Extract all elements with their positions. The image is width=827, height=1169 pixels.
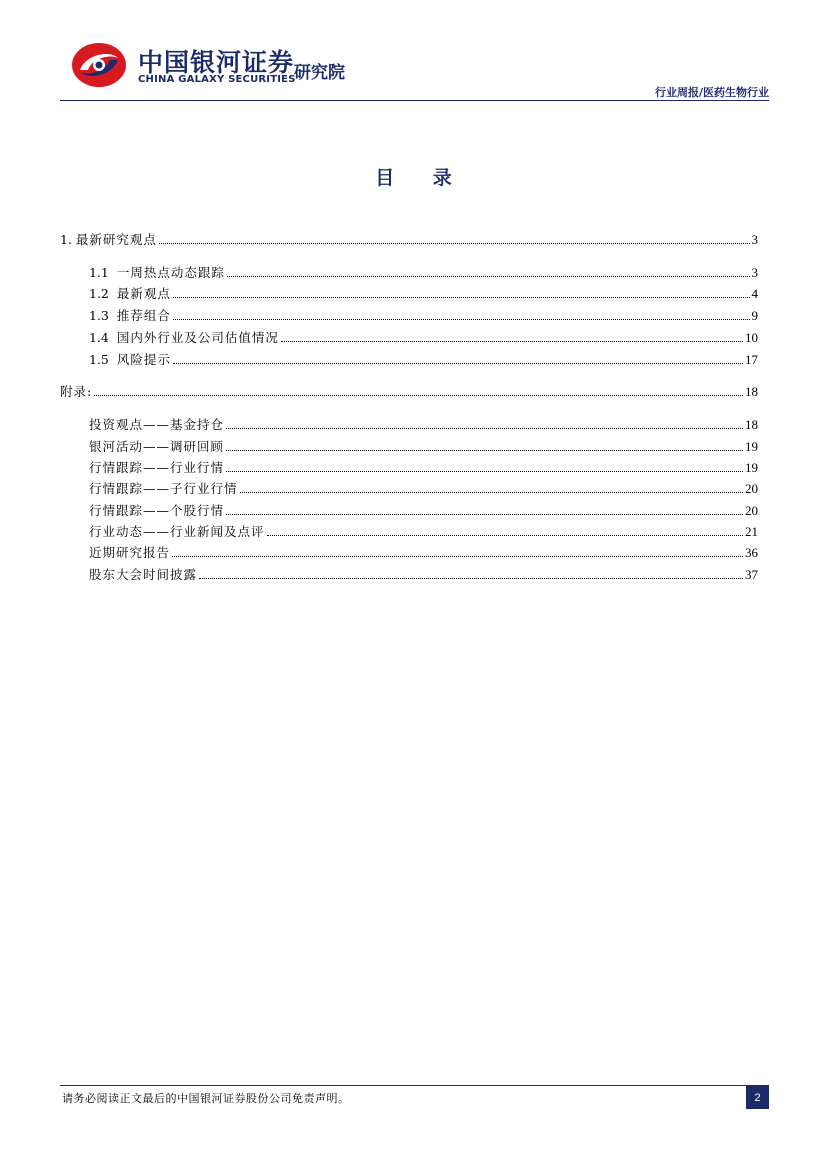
toc-leader-dots bbox=[267, 534, 743, 536]
header-divider bbox=[60, 100, 769, 101]
toc-entry[interactable] bbox=[89, 286, 758, 302]
toc-entry[interactable] bbox=[89, 567, 758, 583]
toc-entry-label: 附录: bbox=[60, 384, 93, 399]
toc-entry[interactable] bbox=[89, 460, 758, 476]
toc-entry-page: 17 bbox=[745, 352, 758, 367]
toc-leader-dots bbox=[226, 470, 743, 472]
toc-entry-page: 20 bbox=[745, 503, 758, 518]
toc-entry-label: 行情跟踪——个股行情 bbox=[89, 503, 225, 518]
toc-entry-number: 1.5 bbox=[89, 352, 109, 367]
toc-leader-dots bbox=[199, 577, 743, 579]
toc-entry-page: 37 bbox=[745, 567, 758, 582]
toc-entry-label: 行情跟踪——行业行情 bbox=[89, 460, 225, 475]
toc-entry-label: 银河活动——调研回顾 bbox=[89, 439, 225, 454]
toc-entry-page: 36 bbox=[745, 545, 758, 560]
toc-leader-dots bbox=[226, 449, 743, 451]
toc-entry-page: 18 bbox=[745, 384, 758, 399]
toc-leader-dots bbox=[226, 427, 743, 429]
toc-entry[interactable] bbox=[89, 417, 758, 433]
toc-leader-dots bbox=[226, 513, 743, 515]
brand-name-en: CHINA GALAXY SECURITIES bbox=[138, 74, 296, 85]
toc-entry[interactable] bbox=[89, 308, 758, 324]
toc-entry-page: 3 bbox=[751, 265, 758, 280]
toc-entry-number: 1. bbox=[60, 232, 72, 247]
toc-entry-label: 行业动态——行业新闻及点评 bbox=[89, 524, 265, 539]
toc-entry-number: 1.1 bbox=[89, 265, 109, 280]
toc-entry-number: 1.4 bbox=[89, 330, 109, 345]
toc-entry-label: 行情跟踪——子行业行情 bbox=[89, 481, 238, 496]
toc-entry-page: 20 bbox=[745, 481, 758, 496]
toc-entry[interactable] bbox=[89, 352, 758, 368]
toc-entry-label: 投资观点——基金持仓 bbox=[89, 417, 225, 432]
toc-entry-label: 一周热点动态跟踪 bbox=[116, 265, 225, 280]
toc-entry-page: 4 bbox=[751, 286, 758, 301]
toc-entry-number: 1.3 bbox=[89, 308, 109, 323]
toc-leader-dots bbox=[159, 242, 750, 244]
report-type-label: 行业周报/医药生物行业 bbox=[654, 86, 769, 99]
brand-name-cn: 中国银河证券 bbox=[138, 48, 295, 77]
toc-entry-label: 最新研究观点 bbox=[75, 232, 157, 247]
toc-entry[interactable] bbox=[60, 384, 758, 400]
footer-disclaimer: 请务必阅读正文最后的中国银河证券股份公司免责声明。 bbox=[62, 1092, 350, 1105]
toc-entry-label: 最新观点 bbox=[116, 286, 171, 301]
toc-entry-page: 21 bbox=[745, 524, 758, 539]
toc-entry-page: 9 bbox=[751, 308, 758, 323]
toc-entry-page: 3 bbox=[751, 232, 758, 247]
page-number-badge: 2 bbox=[746, 1086, 769, 1109]
toc-entry-label: 股东大会时间披露 bbox=[89, 567, 198, 582]
page-header bbox=[0, 0, 827, 104]
toc-leader-dots bbox=[240, 491, 743, 493]
toc-leader-dots bbox=[173, 296, 750, 298]
toc-entry[interactable] bbox=[89, 439, 758, 455]
toc-leader-dots bbox=[172, 555, 743, 557]
toc-entry-label: 国内外行业及公司估值情况 bbox=[116, 330, 279, 345]
toc-leader-dots bbox=[94, 394, 743, 396]
toc-entry-page: 19 bbox=[745, 439, 758, 454]
galaxy-logo-icon bbox=[70, 40, 128, 90]
toc-entry[interactable] bbox=[89, 524, 758, 540]
footer-divider bbox=[60, 1085, 769, 1086]
toc-entry-page: 19 bbox=[745, 460, 758, 475]
toc-entry[interactable] bbox=[89, 330, 758, 346]
toc-entry[interactable] bbox=[89, 503, 758, 519]
toc-entry-page: 10 bbox=[745, 330, 758, 345]
toc-title: 目 录 bbox=[375, 167, 468, 189]
toc-entry-label: 风险提示 bbox=[116, 352, 171, 367]
toc-entry-page: 18 bbox=[745, 417, 758, 432]
toc-entry-label: 近期研究报告 bbox=[89, 545, 171, 560]
toc-entry[interactable] bbox=[89, 265, 758, 281]
toc-leader-dots bbox=[281, 340, 743, 342]
toc-entry-label: 推荐组合 bbox=[116, 308, 171, 323]
toc-entry[interactable] bbox=[89, 545, 758, 561]
toc-entry[interactable] bbox=[60, 232, 758, 248]
institute-label: 研究院 bbox=[294, 63, 345, 83]
toc-leader-dots bbox=[173, 362, 743, 364]
toc-leader-dots bbox=[227, 275, 750, 277]
toc-entry-number: 1.2 bbox=[89, 286, 109, 301]
toc-leader-dots bbox=[173, 318, 750, 320]
toc-entry[interactable] bbox=[89, 481, 758, 497]
